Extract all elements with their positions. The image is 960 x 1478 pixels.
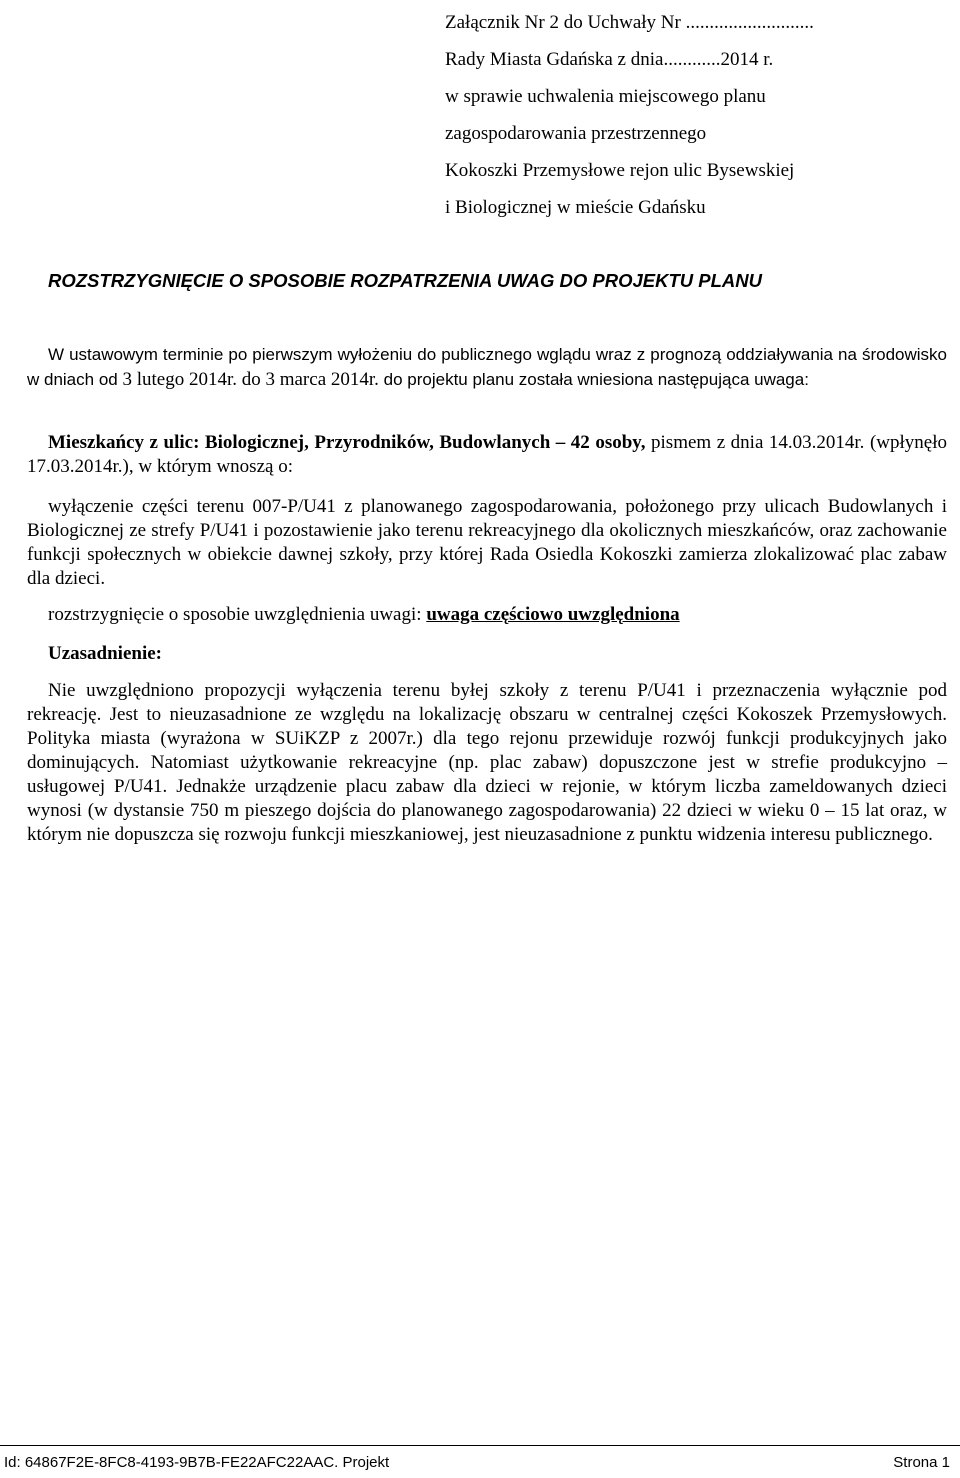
header-line-plan: zagospodarowania przestrzennego bbox=[445, 123, 707, 144]
footer-divider bbox=[0, 1445, 960, 1446]
intro-date-range: 3 lutego 2014r. do 3 marca 2014r. bbox=[122, 368, 379, 390]
header-line-attachment: Załącznik Nr 2 do Uchwały Nr ........................... bbox=[445, 12, 814, 33]
intro-text-end: do projektu planu została wniesiona następująca uwaga: bbox=[378, 369, 809, 389]
header-line-council: Rady Miasta Gdańska z dnia............2014 r. bbox=[445, 49, 774, 70]
header-line-city: i Biologicznej w mieście Gdańsku bbox=[445, 197, 706, 218]
document-title: ROZSTRZYGNIĘCIE O SPOSOBIE ROZPATRZENIA UWAG DO PROJEKTU PLANU bbox=[48, 270, 763, 291]
justification-heading: Uzasadnienie: bbox=[48, 643, 162, 664]
residents-name: Mieszkańcy z ulic: Biologicznej, Przyrodników, Budowlanych – 42 osoby, bbox=[48, 432, 646, 453]
residents-letter-details: pismem z dnia 14.03.2014r. (wpłynęło 17.03.2014r.), w którym wnoszą o: bbox=[27, 432, 947, 477]
resolution-value: uwaga częściowo uwzględniona bbox=[426, 604, 680, 625]
intro-paragraph bbox=[27, 343, 947, 392]
intro-text-start: W ustawowym terminie po pierwszym wyłożeniu do publicznego wglądu wraz z prognozą oddziaływania na środowisko w dniach od bbox=[27, 345, 947, 389]
header-line-area: Kokoszki Przemysłowe rejon ulic Bysewskiej bbox=[445, 160, 795, 181]
header-line-subject: w sprawie uchwalenia miejscowego planu bbox=[445, 86, 766, 107]
justification-paragraph: Nie uwzględniono propozycji wyłączenia terenu byłej szkoły z terenu P/U41 i przeznaczenia wyłącznie pod rekreację. Jest to nieuzasadnione ze względu na lokalizację obszaru w centralnej części Kokoszek Przemysłowych. Polityka miasta (wyrażona w SUiKZP z 2007r.) dla tego rejonu przewiduje rozwój funkcji produkcyjnych jako dominujących. Natomiast użytkowanie rekreacyjne (np. plac zabaw) dopuszczone jest w strefie produkcyjno – usługowej P/U41. Jednakże urządzenie placu zabaw dla dzieci w rejonie, w którym liczba zameldowanych dzieci wynosi (w dystansie 750 m pieszego dojścia do planowanego zagospodarowania) 22 dzieci w wieku 0 – 15 lat oraz, w którym nie dopuszcza się rozwoju funkcji mieszkaniowej, jest nieuzasadnione z punktu widzenia interesu publicznego. bbox=[27, 680, 947, 845]
resolution-paragraph bbox=[27, 603, 947, 627]
footer-page-number: Strona 1 bbox=[893, 1454, 950, 1471]
resolution-label: rozstrzygnięcie o sposobie uwzględnienia uwagi: bbox=[48, 604, 427, 625]
request-paragraph: wyłączenie części terenu 007-P/U41 z planowanego zagospodarowania, położonego przy ulicach Budowlanych i Biologicznej ze strefy P/U41 i pozostawienie jako terenu rekreacyjnego dla okolicznych mieszkańców, oraz zachowanie funkcji społecznych w obiekcie dawnej szkoły, przy której Rada Osiedla Kokoszki zamierza zlokalizować plac zabaw dla dzieci. bbox=[27, 496, 947, 589]
residents-paragraph bbox=[27, 431, 947, 479]
attachment-header bbox=[445, 4, 945, 226]
footer-document-id: Id: 64867F2E-8FC8-4193-9B7B-FE22AFC22AAC. Projekt bbox=[4, 1454, 390, 1471]
